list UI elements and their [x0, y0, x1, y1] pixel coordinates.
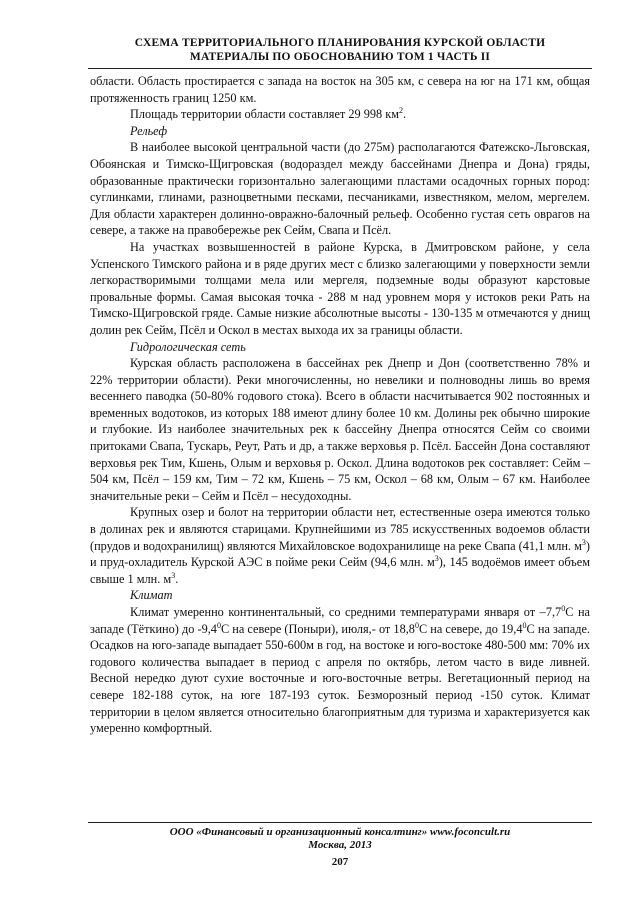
superscript: 3 — [434, 554, 439, 564]
paragraph-lakes — [90, 504, 590, 587]
paragraph-square — [90, 106, 590, 123]
paragraph-area: области. Область простирается с запада на восток на 305 км, с севера на юг на 171 км, общая протяженность границ 1250 км. — [90, 74, 590, 105]
text-run: С на севере (Поныри), июля,- от 18,8 — [220, 621, 415, 636]
text-run: С на западе. Осадков на юго-западе выпадает 550-600м в год, на востоке и юго-востоке 480-500 мм: 70% их годового количества выпадает в период с апреля по октябрь, летом часто в виде ливней. Весной нередко дуют сухие восточные и юго-восточные ветры. Вегетационный период на севере 182-188 суток, на юге 187-193 суток. Безморозный период -150 суток. Климат территории в целом является относительно благоприятным для туризма и характеризуется как умеренно комфортный. — [90, 621, 591, 736]
footer-rule — [88, 822, 592, 823]
header-subtitle: МАТЕРИАЛЫ ПО ОБОСНОВАНИЮ ТОМ 1 ЧАСТЬ II — [189, 51, 491, 63]
paragraph-relief: В наиболее высокой центральной части (до 275м) располагаются Фатежско-Льговская, Обоянская и Тимско-Щигровская (водораздел между бассейнами Днепра и Дона) гряды, образованные практически горизонтально залегающими пластами осадочных горных пород: суглинками, глинами, разноцветными песками, песчаниками, известняком, мелом, мергелем. Для области характерен долинно-овражно-балочный рельеф. Особенно густая сеть оврагов на севере, а также на правобережье рек Сейм, Свапа и Псёл. — [90, 140, 590, 238]
superscript: 2 — [399, 106, 404, 116]
running-footer — [88, 826, 592, 852]
section-heading-hydrology: Гидрологическая сеть — [130, 339, 246, 354]
text-run: С на западе (Тёткино) до -9,4 — [90, 605, 590, 636]
footer-company: ООО «Финансовый и организационный консалтинг» www.foconcult.ru — [169, 826, 511, 838]
section-heading-climate: Климат — [130, 588, 173, 603]
footer-city-year: Москва, 2013 — [308, 839, 372, 851]
body-text — [90, 73, 590, 737]
text-run: . — [175, 571, 179, 586]
page-number: 207 — [331, 856, 349, 868]
superscript: 0 — [561, 604, 566, 613]
punctuation: . — [403, 107, 407, 122]
header-rule — [88, 68, 592, 69]
paragraph-rivers: Курская область расположена в бассейнах рек Днепр и Дон (соответственно 78% и 22% территории области). Реки многочисленны, но невелики и полноводны лишь во время весеннего паводка (50-80% годового стока). Всего в области насчитывается 902 постоянных и временных водотоков, из которых 188 имеют длину более 10 км. Долины рек обычно широкие и глубокие. Из наиболее значительных рек к бассейну Днепра относятся Сейм со своими притоками Свапа, Тускарь, Реут, Рать и др, а также верховья р. Псёл. Бассейн Дона составляют верховья рек Тим, Кшень, Олым и верховья р. Оскол. Длина водотоков рек составляет: Сейм – 504 км, Псёл – 159 км, Тим – 72 км, Кшень – 75 км, Оскол – 68 км, Олым – 67 км. Наиболее значительные реки – Сейм и Псёл – несудоходны. — [90, 356, 590, 503]
square-text: Площадь территории области составляет 29 998 км — [130, 107, 400, 122]
section-heading-relief: Рельеф — [130, 123, 168, 138]
text-run: ) и пруд-охладитель Курской АЭС в пойме реки Сейм (94,6 млн. м — [90, 538, 590, 570]
paragraph-climate — [90, 604, 590, 737]
text-run: Крупных озер и болот на территории области нет, естественные озера имеются только в долинах рек и являются старицами. Крупнейшими из 785 искусственных водоемов области (прудов и водохранилищ) являются Михайловское водохранилище на реке Свапа (41,1 млн. м — [90, 505, 590, 553]
running-header — [88, 36, 592, 64]
text-run: Климат умеренно континентальный, со средними температурами января от –7,7 — [130, 605, 562, 619]
superscript: 0 — [216, 620, 221, 630]
superscript: 0 — [414, 620, 419, 630]
superscript: 3 — [581, 537, 586, 547]
text-run: ), 145 водоёмов имеет объем свыше 1 млн. м — [90, 555, 590, 586]
superscript: 3 — [171, 570, 176, 580]
header-title: СХЕМА ТЕРРИТОРИАЛЬНОГО ПЛАНИРОВАНИЯ КУРСКОЙ ОБЛАСТИ — [134, 37, 546, 49]
paragraph-karst: На участках возвышенностей в районе Курска, в Дмитровском районе, у села Успенского Тимского района и в ряде других мест с близко залегающими у поверхности земли легкорастворимыми толщами мела или мергеля, подземные воды образуют карстовые провальные формы. Самая высокая точка - 288 м над уровнем моря у истоков реки Рать на Тимско-Щигровской гряде. Самые низкие абсолютные высоты - 130-135 м отмечаются у днищ долин рек Сейм, Псёл и Оскол в местах выхода их за границы области. — [90, 239, 590, 337]
text-run: С на севере, до 19,4 — [418, 621, 523, 636]
superscript: 0 — [522, 620, 527, 630]
